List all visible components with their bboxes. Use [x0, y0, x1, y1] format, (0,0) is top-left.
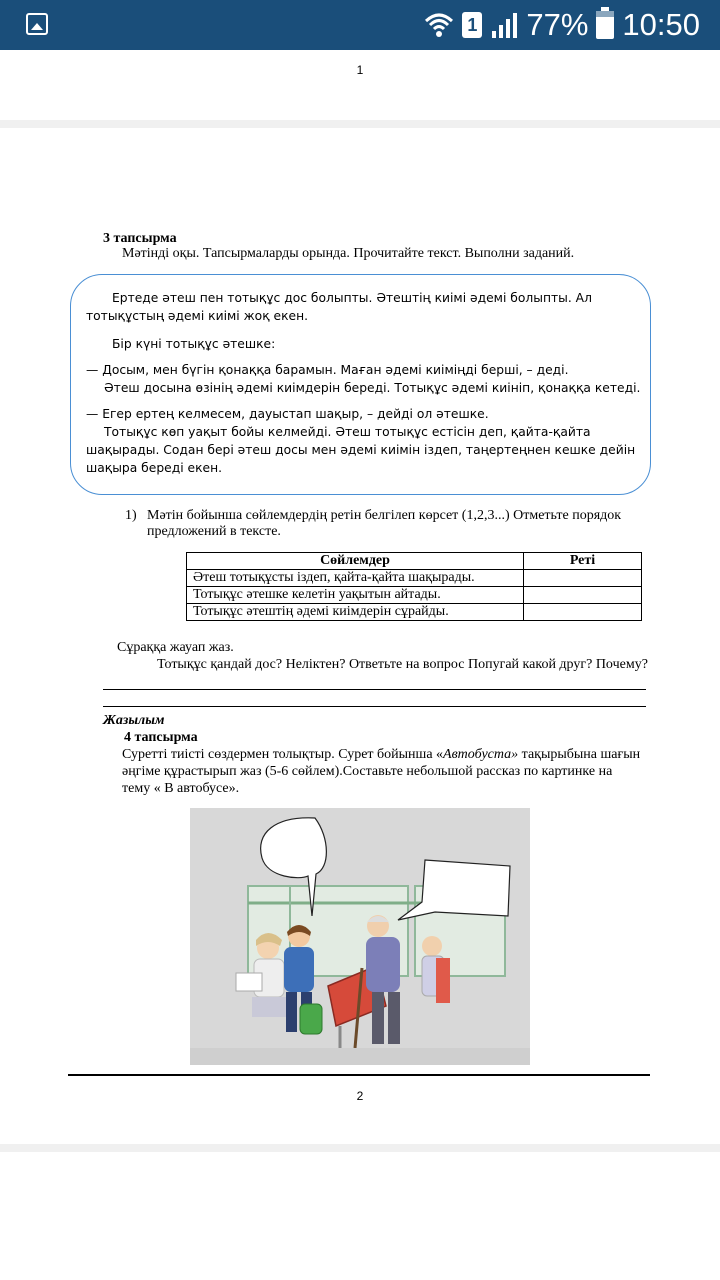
table-row [187, 587, 642, 604]
order-cell [524, 604, 642, 621]
task4-title: 4 тапсырма [124, 730, 198, 745]
task4-text [122, 746, 642, 797]
status-bar [0, 0, 720, 50]
page-number: 2 [356, 1089, 364, 1103]
question-text: Тотықұс қандай дос? Неліктен? Ответьте на вопрос Попугай какой друг? Почему? [157, 657, 648, 672]
document-page-2 [0, 128, 720, 1144]
battery-icon [596, 11, 614, 39]
order-cell [524, 587, 642, 604]
story-paragraph-4a: — Егер ертең келмесем, дауыстап шақыр, – дейді ол әтешке. [86, 407, 489, 421]
document-page-1 [0, 50, 720, 120]
sim-icon: 1 [462, 12, 482, 38]
question-1-text: Мәтін бойынша сөйлемдердің ретін белгілеп көрсет (1,2,3...) Отметьте порядок предложений в тексте. [147, 508, 622, 539]
table-cell: Тотықұс әтештің әдемі киімдерін сұрайды. [187, 604, 524, 621]
story-paragraph-3b: Әтеш досына өзінің әдемі киімдерін береді. Тотықұс әдемі киініп, қонаққа кетеді. [104, 381, 641, 395]
bus-illustration [190, 808, 530, 1065]
clock: 10:50 [622, 7, 700, 42]
writing-heading: Жазылым [103, 713, 165, 728]
task4-text-italic: Автобуста» [443, 747, 519, 762]
story-paragraph-4b: Тотықұс көп уақыт бойы келмейді. Әтеш тотықұс естісін деп, қайта-қайта шақырады. Содан бері әтеш досы мен әдемі киімін іздеп, таңертеңнен кешке дейін шақыра береді екен. [86, 425, 636, 475]
answer-line [103, 689, 646, 690]
order-table [186, 552, 642, 621]
task3-intro: Мәтінді оқы. Тапсырмаларды орында. Прочитайте текст. Выполни заданий. [122, 246, 575, 261]
signal-icon [490, 11, 518, 39]
answer-line [103, 706, 646, 707]
table-cell: Тотықұс әтешке келетін уақытын айтады. [187, 587, 524, 604]
task3-title: 3 тапсырма [103, 231, 177, 246]
task4-text-part: Суретті тиісті сөздермен толықтыр. Сурет бойынша « [122, 747, 444, 762]
answer-label: Сұраққа жауап жаз. [117, 640, 234, 655]
page-number: 1 [356, 63, 364, 77]
table-header: Сөйлемдер [187, 553, 524, 570]
wifi-icon [424, 11, 454, 39]
table-row [187, 570, 642, 587]
battery-percent: 77% [526, 7, 589, 42]
story-paragraph-1: Ертеде әтеш пен тотықұс дос болыпты. Әтештің киімі әдемі болыпты. Ал тотықұстың әдемі киімі жоқ екен. [86, 291, 592, 323]
task4-text-part: тақырыбына шағын әңгіме құрастырып жаз (5-6 сөйлем).Составьте небольшой рассказ по картинке на тему « В автобусе». [122, 747, 641, 796]
story-paragraph-2: Бір күні тотықұс әтешке: [112, 337, 276, 351]
order-cell [524, 570, 642, 587]
gallery-icon [26, 13, 48, 35]
question-number: 1) [125, 508, 137, 523]
table-cell: Әтеш тотықұсты іздеп, қайта-қайта шақырады. [187, 570, 524, 587]
document-page-3 [0, 1152, 720, 1280]
story-paragraph-3a: — Досым, мен бүгін қонаққа барамын. Маған әдемі киіміңді берші, – деді. [86, 363, 569, 377]
table-header: Реті [524, 553, 642, 570]
table-row [187, 604, 642, 621]
footer-rule [68, 1074, 650, 1076]
